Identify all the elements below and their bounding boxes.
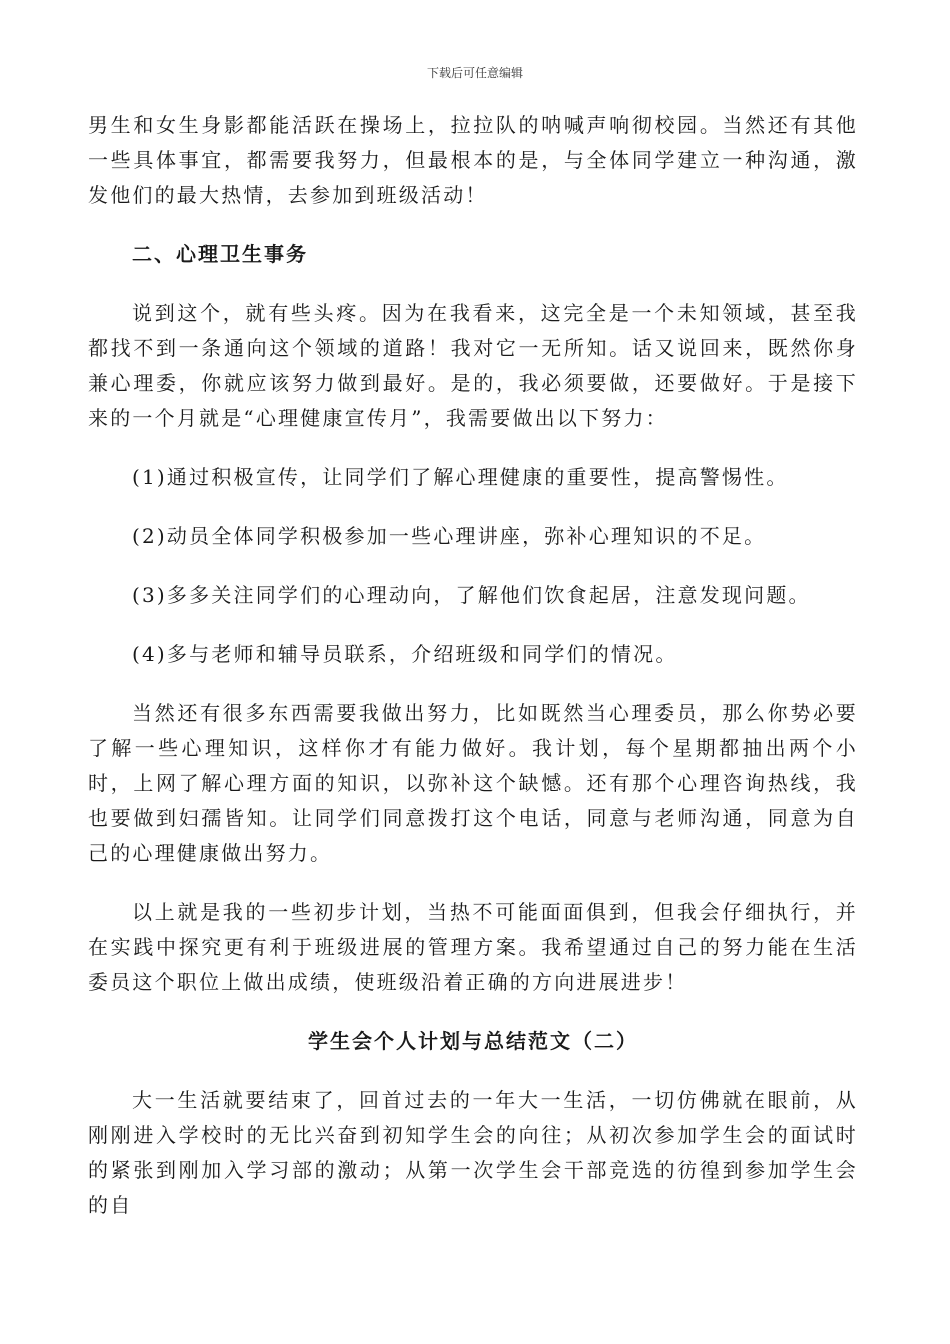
paragraph-1: 男生和女生身影都能活跃在操场上，拉拉队的呐喊声响彻校园。当然还有其他一些具体事宜，都需要我努力，但最根本的是，与全体同学建立一种沟通，激发他们的最大热情，去参加到班级活动！ xyxy=(88,113,858,207)
document-subtitle: 学生会个人计划与总结范文（二） xyxy=(308,1029,638,1053)
document-body xyxy=(88,108,858,1223)
section-heading: 二、心理卫生事务 xyxy=(132,242,308,266)
list-item-2: (2)动员全体同学积极参加一些心理讲座，弥补心理知识的不足。 xyxy=(132,524,767,548)
paragraph-2: 说到这个，就有些头疼。因为在我看来，这完全是一个未知领域，甚至我都找不到一条通向这个领域的道路！我对它一无所知。话又说回来，既然你身兼心理委，你就应该努力做到最好。是的，我必须要做，还要做好。于是接下来的一个月就是“心理健康宣传月”，我需要做出以下努力： xyxy=(88,301,858,430)
paragraph-3: 当然还有很多东西需要我做出努力，比如既然当心理委员，那么你势必要了解一些心理知识，这样你才有能力做好。我计划，每个星期都抽出两个小时，上网了解心理方面的知识，以弥补这个缺憾。还有那个心理咨询热线，我也要做到妇孺皆知。让同学们同意拨打这个电话，同意与老师沟通，同意为自己的心理健康做出努力。 xyxy=(88,701,858,865)
list-item-4: (4)多与老师和辅导员联系，介绍班级和同学们的情况。 xyxy=(132,642,678,666)
paragraph-5: 大一生活就要结束了，回首过去的一年大一生活，一切仿佛就在眼前，从刚刚进入学校时的无比兴奋到初知学生会的向往；从初次参加学生会的面试时的紧张到刚加入学习部的激动；从第一次学生会干部竞选的彷徨到参加学生会的自 xyxy=(88,1088,858,1217)
page-header: 下载后可任意编辑 xyxy=(426,66,523,80)
list-item-1: (1)通过积极宣传，让同学们了解心理健康的重要性，提高警惕性。 xyxy=(132,465,789,489)
paragraph-4: 以上就是我的一些初步计划，当热不可能面面俱到，但我会仔细执行，并在实践中探究更有利于班级进展的管理方案。我希望通过自己的努力能在生活委员这个职位上做出成绩，使班级沿着正确的方向进展进步！ xyxy=(88,900,858,994)
list-item-3: (3)多多关注同学们的心理动向，了解他们饮食起居，注意发现问题。 xyxy=(132,583,811,607)
